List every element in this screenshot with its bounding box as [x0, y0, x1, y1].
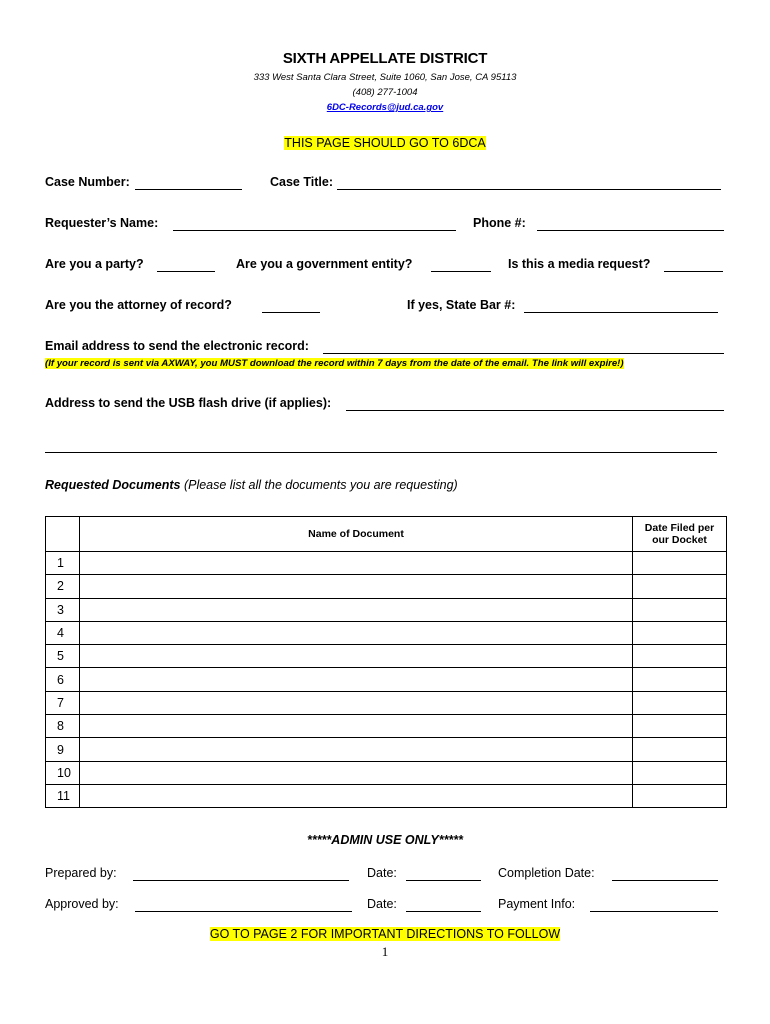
phone-label: Phone #:	[473, 216, 526, 230]
email-address-field[interactable]	[323, 353, 724, 354]
prepared-by-label: Prepared by:	[45, 866, 117, 880]
court-address: 333 West Santa Clara Street, Suite 1060, San Jose, CA 95113	[253, 72, 517, 83]
requested-documents-heading	[45, 478, 458, 492]
date-filed-cell[interactable]	[633, 691, 727, 714]
date-filed-header-line1: Date Filed per	[644, 522, 715, 534]
document-name-cell[interactable]	[80, 645, 633, 668]
date-filed-cell[interactable]	[633, 575, 727, 598]
table-row	[46, 552, 727, 575]
requested-documents-table	[45, 516, 727, 808]
attorney-field[interactable]	[262, 312, 320, 313]
row-number: 11	[46, 784, 80, 807]
document-name-cell[interactable]	[80, 552, 633, 575]
routing-banner-text: THIS PAGE SHOULD GO TO 6DCA	[284, 136, 486, 150]
row-number: 7	[46, 691, 80, 714]
case-title-label: Case Title:	[270, 175, 333, 189]
date-field-1[interactable]	[406, 880, 481, 881]
date-field-2[interactable]	[406, 911, 481, 912]
document-name-cell[interactable]	[80, 575, 633, 598]
row-number: 9	[46, 738, 80, 761]
row-number: 8	[46, 715, 80, 738]
date-filed-cell[interactable]	[633, 621, 727, 644]
case-number-field[interactable]	[135, 189, 242, 190]
requester-name-label: Requester’s Name:	[45, 216, 159, 230]
state-bar-field[interactable]	[524, 312, 718, 313]
document-name-cell[interactable]	[80, 691, 633, 714]
document-name-cell[interactable]	[80, 715, 633, 738]
date-filed-cell[interactable]	[633, 668, 727, 691]
gov-entity-label: Are you a government entity?	[236, 257, 413, 271]
approved-by-field[interactable]	[135, 911, 352, 912]
date-label-1: Date:	[367, 866, 397, 880]
row-number-header	[46, 517, 80, 552]
date-filed-cell[interactable]	[633, 598, 727, 621]
date-filed-cell[interactable]	[633, 552, 727, 575]
table-row	[46, 668, 727, 691]
date-filed-cell[interactable]	[633, 645, 727, 668]
table-row	[46, 621, 727, 644]
document-name-cell[interactable]	[80, 598, 633, 621]
date-filed-header	[633, 517, 727, 552]
table-row	[46, 691, 727, 714]
row-number: 1	[46, 552, 80, 575]
media-label: Is this a media request?	[508, 257, 651, 271]
date-filed-header-line2: our Docket	[652, 534, 707, 546]
axway-note-text: (If your record is sent via AXWAY, you MUST download the record within 7 days from the date of the email. The link will expire!)	[45, 358, 624, 369]
directions-banner-text: GO TO PAGE 2 FOR IMPORTANT DIRECTIONS TO FOLLOW	[209, 927, 561, 941]
row-number: 10	[46, 761, 80, 784]
requester-name-field[interactable]	[173, 230, 456, 231]
row-number: 6	[46, 668, 80, 691]
date-filed-cell[interactable]	[633, 761, 727, 784]
requested-documents-title: Requested Documents	[45, 478, 181, 492]
usb-address-label: Address to send the USB flash drive (if applies):	[45, 396, 332, 410]
document-name-header: Name of Document	[80, 517, 633, 552]
document-name-cell[interactable]	[80, 621, 633, 644]
attorney-label: Are you the attorney of record?	[45, 298, 232, 312]
state-bar-label: If yes, State Bar #:	[407, 298, 516, 312]
payment-info-field[interactable]	[590, 911, 718, 912]
document-name-cell[interactable]	[80, 761, 633, 784]
table-row	[46, 645, 727, 668]
row-number: 2	[46, 575, 80, 598]
court-title: SIXTH APPELLATE DISTRICT	[282, 50, 488, 67]
date-filed-cell[interactable]	[633, 715, 727, 738]
prepared-by-field[interactable]	[133, 880, 349, 881]
completion-date-field[interactable]	[612, 880, 718, 881]
approved-by-label: Approved by:	[45, 897, 119, 911]
court-email-text[interactable]: 6DC-Records@jud.ca.gov	[326, 102, 444, 113]
row-number: 4	[46, 621, 80, 644]
routing-banner	[0, 136, 770, 150]
table-row	[46, 575, 727, 598]
row-number: 5	[46, 645, 80, 668]
document-name-cell[interactable]	[80, 668, 633, 691]
document-name-cell[interactable]	[80, 784, 633, 807]
table-header-row	[46, 517, 727, 552]
gov-entity-field[interactable]	[431, 271, 491, 272]
party-label: Are you a party?	[45, 257, 144, 271]
completion-date-label: Completion Date:	[498, 866, 595, 880]
directions-banner	[0, 927, 770, 941]
admin-use-heading: *****ADMIN USE ONLY*****	[306, 833, 464, 847]
phone-field[interactable]	[537, 230, 724, 231]
table-row	[46, 715, 727, 738]
axway-note	[45, 358, 624, 369]
media-field[interactable]	[664, 271, 723, 272]
court-email-link[interactable]	[0, 102, 770, 113]
court-phone: (408) 277-1004	[352, 87, 418, 98]
payment-info-label: Payment Info:	[498, 897, 576, 911]
email-address-label: Email address to send the electronic record:	[45, 339, 309, 353]
table-row	[46, 738, 727, 761]
requested-documents-instruction: (Please list all the documents you are requesting)	[183, 478, 458, 492]
table-row	[46, 784, 727, 807]
table-row	[46, 598, 727, 621]
party-field[interactable]	[157, 271, 215, 272]
case-title-field[interactable]	[337, 189, 721, 190]
usb-address-field[interactable]	[346, 410, 724, 411]
document-name-cell[interactable]	[80, 738, 633, 761]
usb-address-field-line2[interactable]	[45, 452, 717, 453]
case-number-label: Case Number:	[45, 175, 130, 189]
date-filed-cell[interactable]	[633, 784, 727, 807]
table-row	[46, 761, 727, 784]
date-filed-cell[interactable]	[633, 738, 727, 761]
page-number: 1	[381, 944, 389, 959]
row-number: 3	[46, 598, 80, 621]
date-label-2: Date:	[367, 897, 397, 911]
